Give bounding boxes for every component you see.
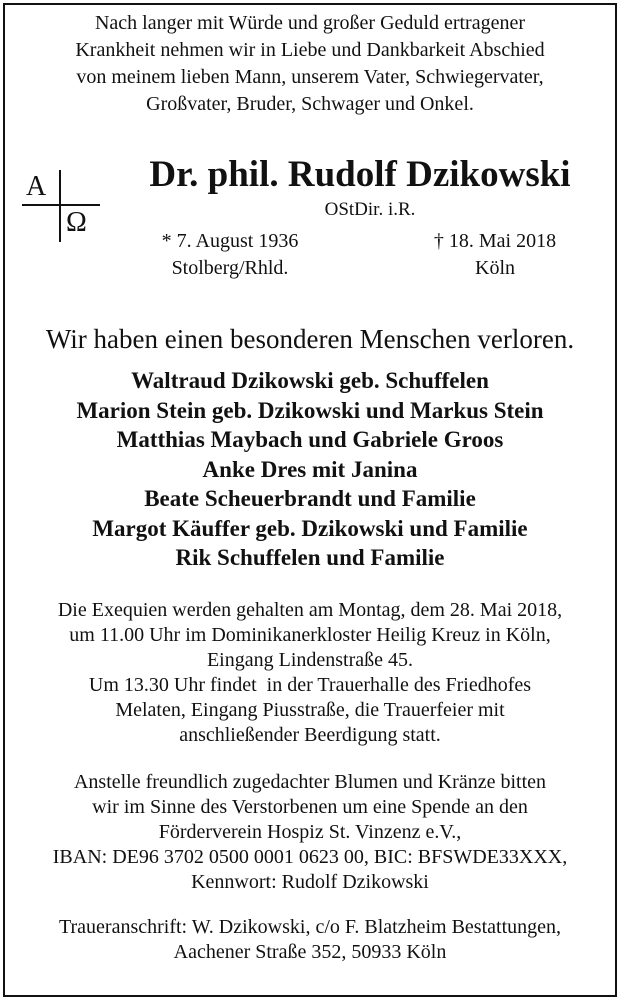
service-line: anschließender Beerdigung statt. [179,724,441,746]
donation-line: Kennwort: Rudolf Dzikowski [191,871,429,893]
donation-request [10,770,610,895]
family-list [10,366,610,573]
family-member: Margot Käuffer geb. Dzikowski und Familie [92,515,528,541]
intro-text [10,10,610,118]
mourning-address [10,915,610,965]
birth-place: Stolberg/Rhld. [171,257,289,279]
family-member: Matthias Maybach und Gabriele Groos [116,427,504,452]
death-info [395,228,595,282]
birth-info [130,228,330,282]
service-line: Um 13.30 Uhr findet in der Trauerhalle des Friedhofes [88,674,532,696]
family-member: Marion Stein geb. Dzikowski und Markus Stein [76,397,544,423]
family-member: Waltraud Dzikowski geb. Schuffelen [131,368,489,393]
donation-line: Förderverein Hospiz St. Vinzenz e.V., [158,821,462,843]
family-member: Beate Scheuerbrandt und Familie [144,486,476,511]
service-line: Die Exequien werden gehalten am Montag, dem 28. Mai 2018, [57,599,563,621]
service-line: um 11.00 Uhr im Dominikanerkloster Heilig Kreuz in Köln, [69,624,551,646]
death-date: † 18. Mai 2018 [433,230,557,252]
service-line: Eingang Lindenstraße 45. [206,649,414,671]
cross-horizontal [22,204,100,206]
donation-line: Anstelle freundlich zugedachter Blumen und Kränze bitten [73,771,547,793]
donation-line: IBAN: DE96 3702 0500 0001 0623 00, BIC: BFSWDE33XXX, [52,846,568,868]
alpha-letter: A [26,171,47,202]
family-member: Anke Dres mit Janina [202,456,418,482]
family-member: Rik Schuffelen und Familie [175,545,445,570]
loss-statement: Wir haben einen besonderen Menschen verloren. [45,324,575,354]
death-place: Köln [475,257,515,279]
intro-line: von meinem lieben Mann, unserem Vater, Schwiegervater, [76,66,544,88]
intro-line: Nach langer mit Würde und großer Geduld ertragener [94,12,525,34]
service-details [10,598,610,748]
service-line: Melaten, Eingang Piusstraße, die Trauerfeier mit [115,699,505,721]
intro-line: Krankheit nehmen wir in Liebe und Dankbarkeit Abschied [75,39,545,61]
deceased-name: Dr. phil. Rudolf Dzikowski [149,154,571,195]
alpha-omega-icon [22,170,102,242]
cross-vertical [59,170,61,242]
birth-date: * 7. August 1936 [161,230,299,252]
address-line: Aachener Straße 352, 50933 Köln [173,941,447,963]
intro-line: Großvater, Bruder, Schwager und Onkel. [146,93,474,115]
address-line: Traueranschrift: W. Dzikowski, c/o F. Blatzheim Bestattungen, [58,916,562,938]
donation-line: wir im Sinne des Verstorbenen um eine Spende an den [92,796,528,818]
deceased-rank: OStDir. i.R. [324,199,416,220]
omega-letter: Ω [66,207,87,238]
